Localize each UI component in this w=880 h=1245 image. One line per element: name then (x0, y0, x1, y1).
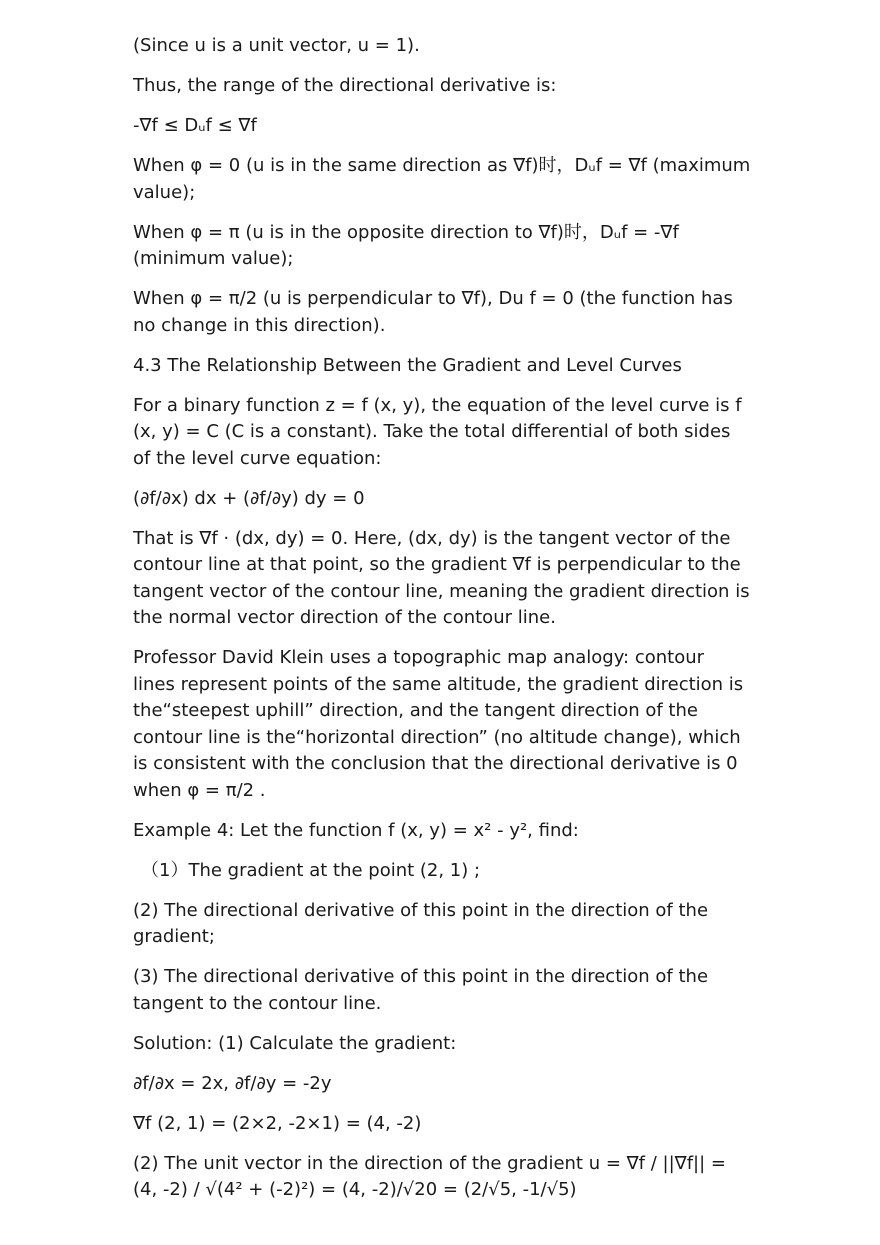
paragraph-phi-pi: When φ = π (u is in the opposite direction to ∇f)时，Dᵤf = -∇f (minimum value); (133, 221, 679, 269)
formula-partials: ∂f/∂x = 2x, ∂f/∂y = -2y (133, 1072, 332, 1094)
formula-total-differential: (∂f/∂x) dx + (∂f/∂y) dy = 0 (133, 487, 365, 509)
paragraph-topographic-analogy: Professor David Klein uses a topographic map analogy: contour lines represent points of the same altitude, the gradient direction is the“steepest uphill” direction, and the tangent direction of the contour line is the“horizontal direction” (no altitude change), which is consistent with the conclusion that the directional derivative is 0 when φ = π/2 . (133, 647, 744, 801)
example-4-part-2: (2) The directional derivative of this point in the direction of the gradient; (133, 899, 709, 947)
solution-intro: Solution: (1) Calculate the gradient: (133, 1032, 457, 1054)
formula-gradient-value: ∇f (2, 1) = (2×2, -2×1) = (4, -2) (133, 1112, 422, 1134)
paragraph-unit-vector-note: (Since u is a unit vector, u = 1). (133, 35, 420, 56)
document-page (133, 33, 751, 1217)
paragraph-tangent-vector: That is ∇f · (dx, dy) = 0. Here, (dx, dy) is the tangent vector of the contour line at that point, so the gradient ∇f is perpendicular to the tangent vector of the contour line, meaning the gradient direction is the normal vector direction of the contour line. (133, 527, 750, 628)
paragraph-phi-zero: When φ = 0 (u is in the same direction as ∇f)时，Dᵤf = ∇f (maximum value); (133, 155, 751, 203)
example-4-part-3: (3) The directional derivative of this point in the direction of the tangent to the contour line. (133, 966, 709, 1014)
example-4-statement: Example 4: Let the function f (x, y) = x² - y², find: (133, 819, 579, 841)
formula-range: -∇f ≤ Dᵤf ≤ ∇f (133, 115, 257, 136)
section-heading-4-3: 4.3 The Relationship Between the Gradient and Level Curves (133, 354, 682, 376)
example-4-part-1: （1）The gradient at the point (2, 1) ; (141, 859, 481, 881)
paragraph-phi-half-pi: When φ = π/2 (u is perpendicular to ∇f), Du f = 0 (the function has no change in this direction). (133, 288, 733, 336)
paragraph-unit-vector-gradient: (2) The unit vector in the direction of the gradient u = ∇f / ||∇f|| = (4, -2) / √(4² + (-2)²) = (4, -2)/√20 = (2/√5, -1/√5) (133, 1152, 726, 1200)
paragraph-range-intro: Thus, the range of the directional derivative is: (133, 75, 557, 96)
paragraph-level-curve: For a binary function z = f (x, y), the equation of the level curve is f (x, y) = C (C is a constant). Take the total differential of both sides of the level curve equation: (133, 394, 742, 469)
